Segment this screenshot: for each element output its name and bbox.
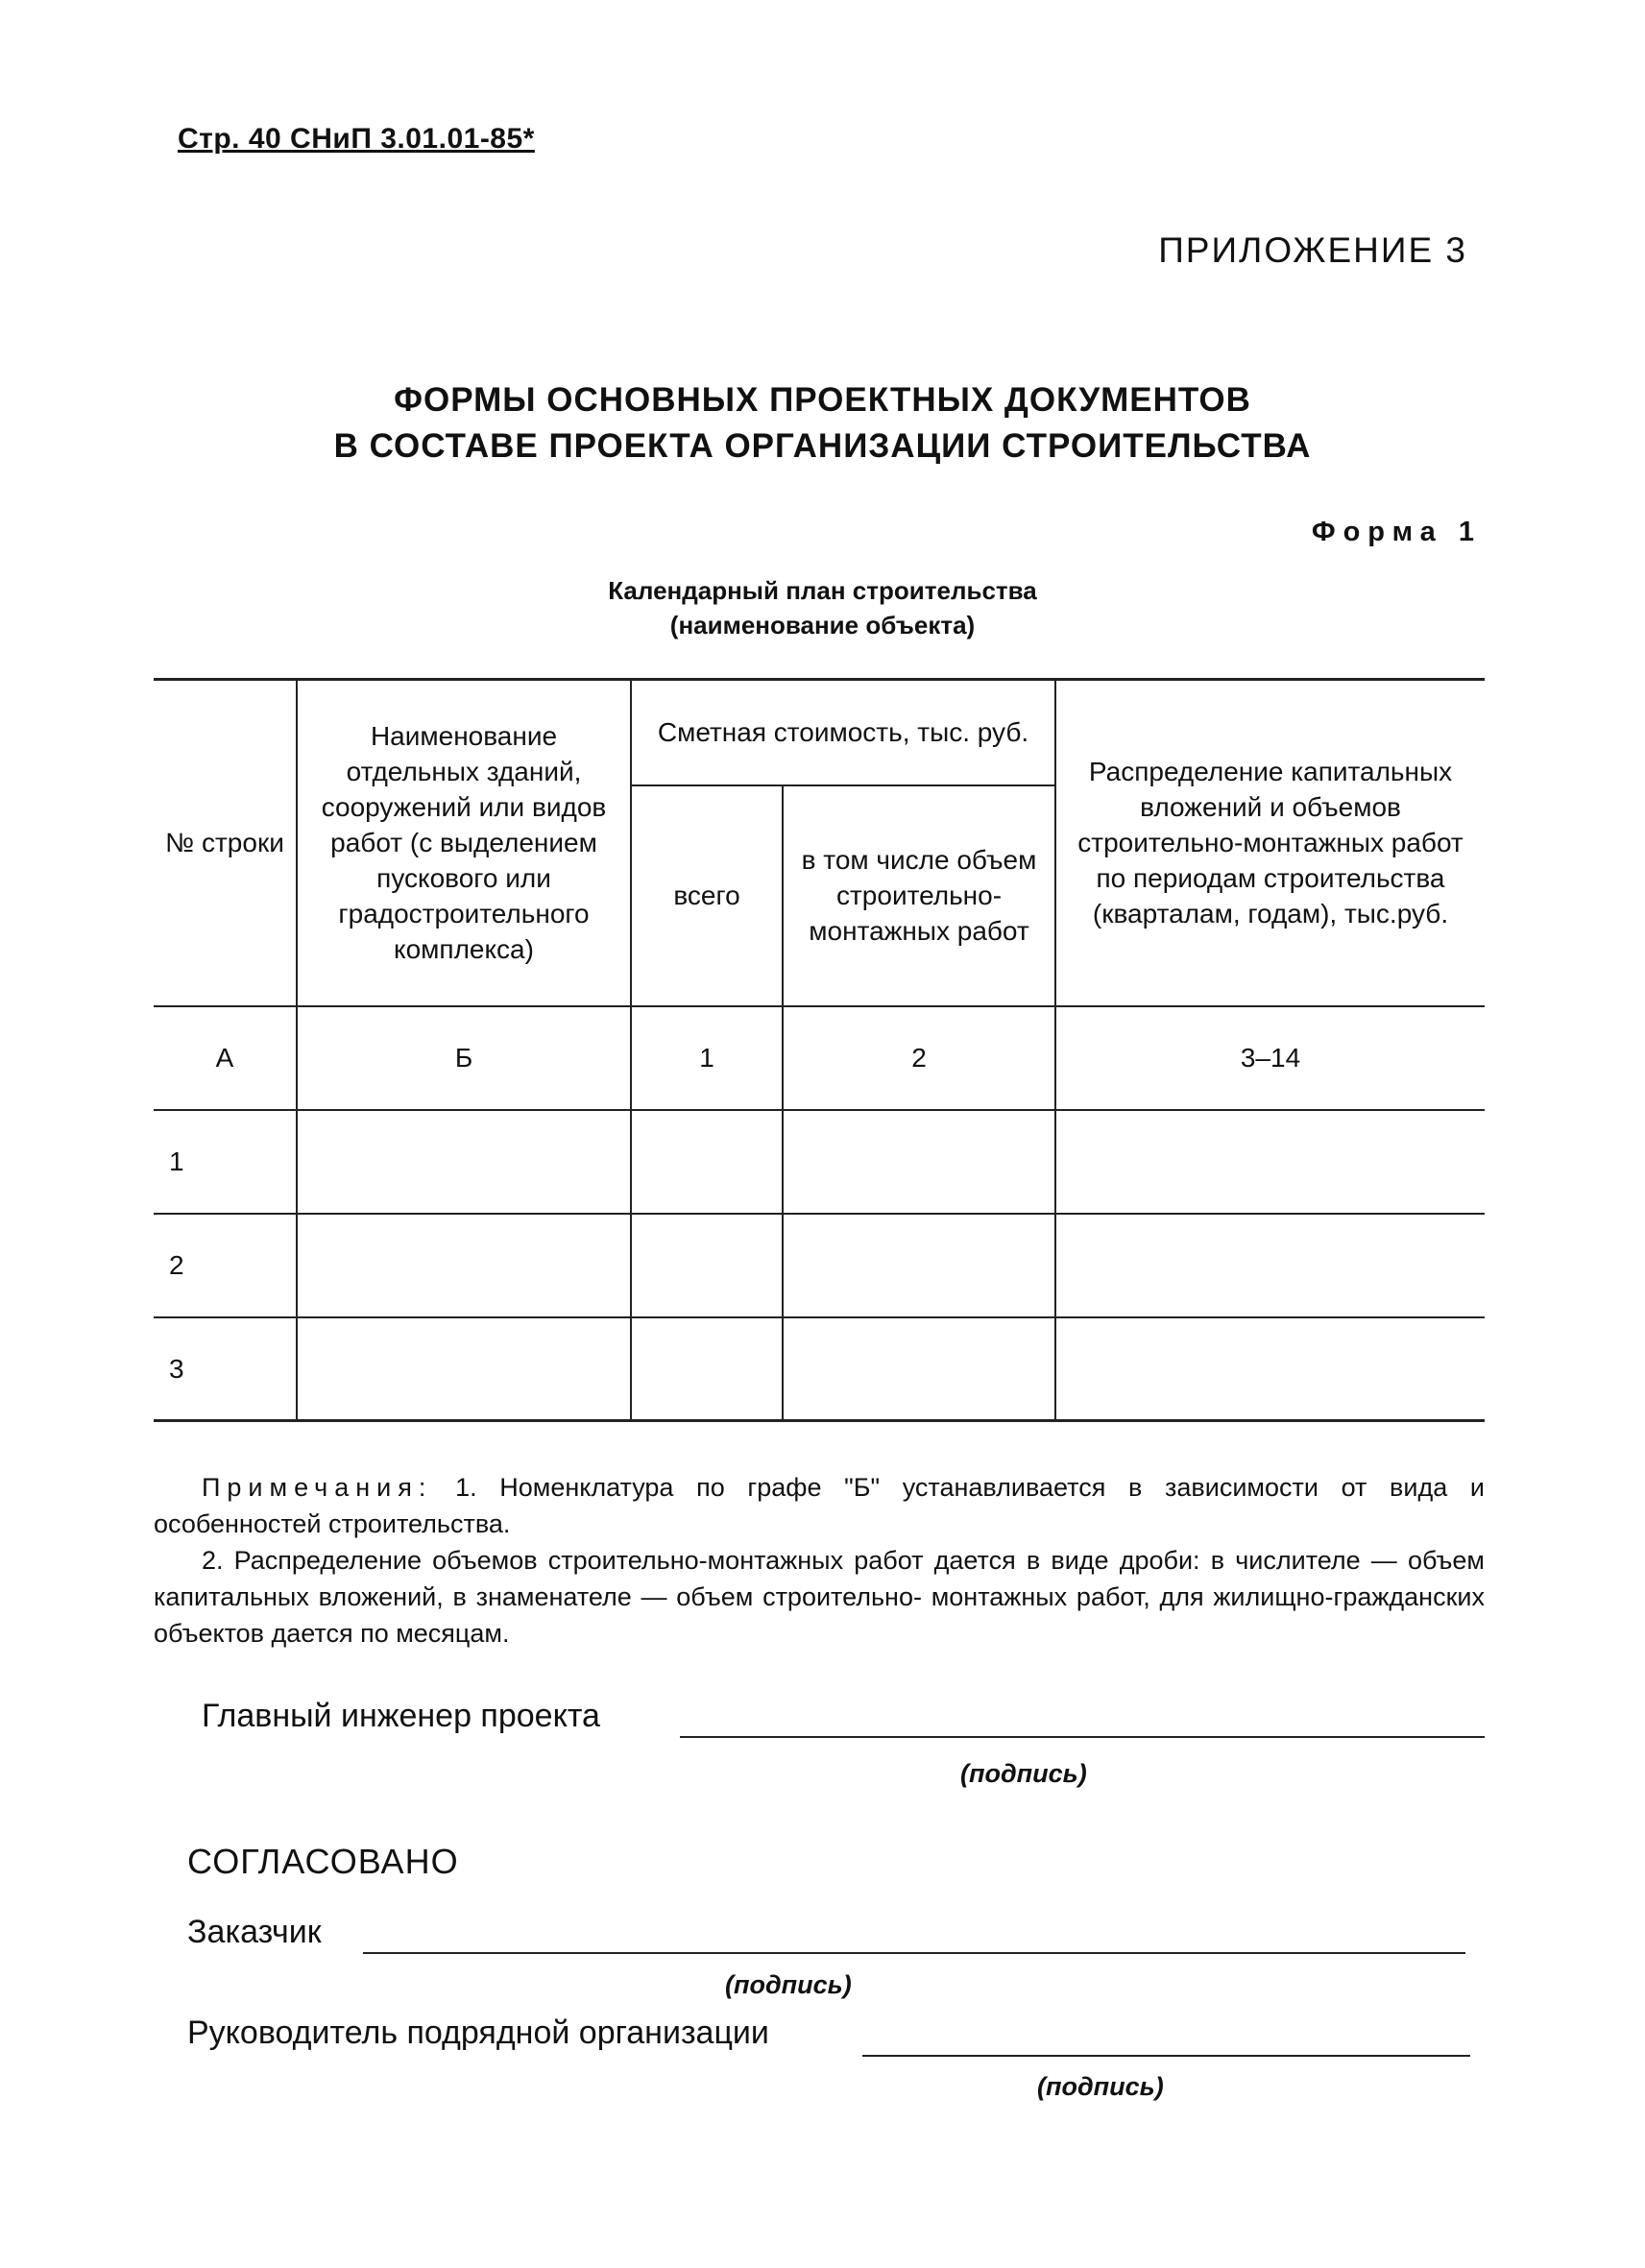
document-title-line-2: В СОСТАВЕ ПРОЕКТА ОРГАНИЗАЦИИ СТРОИТЕЛЬСТВА xyxy=(333,427,1312,465)
document-title-line-1: ФОРМЫ ОСНОВНЫХ ПРОЕКТНЫХ ДОКУМЕНТОВ xyxy=(394,381,1251,419)
table-cell xyxy=(631,1317,783,1421)
table-cell xyxy=(783,1214,1055,1317)
contractor-head-label: Руководитель подрядной организации xyxy=(187,2015,769,2051)
table-row xyxy=(154,1214,1485,1317)
table-cell xyxy=(297,1317,631,1421)
object-name-caption: (наименование объекта) xyxy=(669,611,976,639)
chief-engineer-signature-line xyxy=(680,1736,1485,1738)
customer-signature-line xyxy=(363,1952,1465,1954)
row-number: 3 xyxy=(154,1317,297,1421)
signature-caption: (подпись) xyxy=(725,1970,852,1999)
table-cell xyxy=(297,1214,631,1317)
agreed-heading: СОГЛАСОВАНО xyxy=(187,1842,459,1881)
calendar-plan-table xyxy=(154,678,1485,1422)
form-label: Форма 1 xyxy=(1311,517,1482,547)
note-1-text: 1. Номенклатура по графе "Б" устанавливается в зависимости от вида и особенностей строительства. xyxy=(154,1473,1485,1538)
header-row-number: № строки xyxy=(154,680,297,1006)
page-reference: Стр. 40 СНиП 3.01.01-85* xyxy=(178,123,535,155)
signature-caption: (подпись) xyxy=(960,1759,1087,1788)
table-cell xyxy=(1055,1317,1485,1421)
notes-prefix: Примечания: xyxy=(202,1473,433,1502)
table-row xyxy=(154,1317,1485,1421)
table-cell xyxy=(783,1317,1055,1421)
note-2: 2. Распределение объемов строительно-монтажных работ дается в виде дроби: в числителе — объем капитальных вложений, в знаменателе — объем строительно- монтажных работ, для жилищно-гражданских объектов дается по месяцам. xyxy=(154,1546,1485,1648)
table-cell xyxy=(631,1110,783,1214)
table-cell xyxy=(631,1214,783,1317)
header-estimated-cost: Сметная стоимость, тыс. руб. xyxy=(631,680,1055,785)
column-code: 1 xyxy=(631,1006,783,1110)
table-cell xyxy=(297,1110,631,1214)
table-cell xyxy=(1055,1110,1485,1214)
note-1 xyxy=(154,1469,1485,1542)
chief-engineer-label: Главный инженер проекта xyxy=(202,1698,600,1734)
notes-section xyxy=(154,1469,1485,1652)
table-row xyxy=(154,1110,1485,1214)
header-object-name: Наименование отдельных зданий, сооружений или видов работ (с выделением пускового или градостроительного комплекса) xyxy=(297,680,631,1006)
column-code: 3–14 xyxy=(1055,1006,1485,1110)
header-cost-construction: в том числе объем строительно-монтажных работ xyxy=(783,785,1055,1006)
header-cost-total: всего xyxy=(631,785,783,1006)
appendix-label: ПРИЛОЖЕНИЕ 3 xyxy=(1158,230,1467,270)
table-cell xyxy=(783,1110,1055,1214)
column-codes-row xyxy=(154,1006,1485,1110)
row-number: 1 xyxy=(154,1110,297,1214)
column-code: Б xyxy=(297,1006,631,1110)
contractor-head-signature-line xyxy=(862,2055,1470,2057)
column-code: А xyxy=(154,1006,297,1110)
plan-caption: Календарный план строительства xyxy=(608,576,1037,605)
table-cell xyxy=(1055,1214,1485,1317)
signature-caption: (подпись) xyxy=(1037,2072,1164,2101)
header-distribution: Распределение капитальных вложений и объемов строительно-монтажных работ по периодам строительства (кварталам, годам), тыс.руб. xyxy=(1055,680,1485,1006)
row-number: 2 xyxy=(154,1214,297,1317)
customer-label: Заказчик xyxy=(187,1914,322,1950)
column-code: 2 xyxy=(783,1006,1055,1110)
